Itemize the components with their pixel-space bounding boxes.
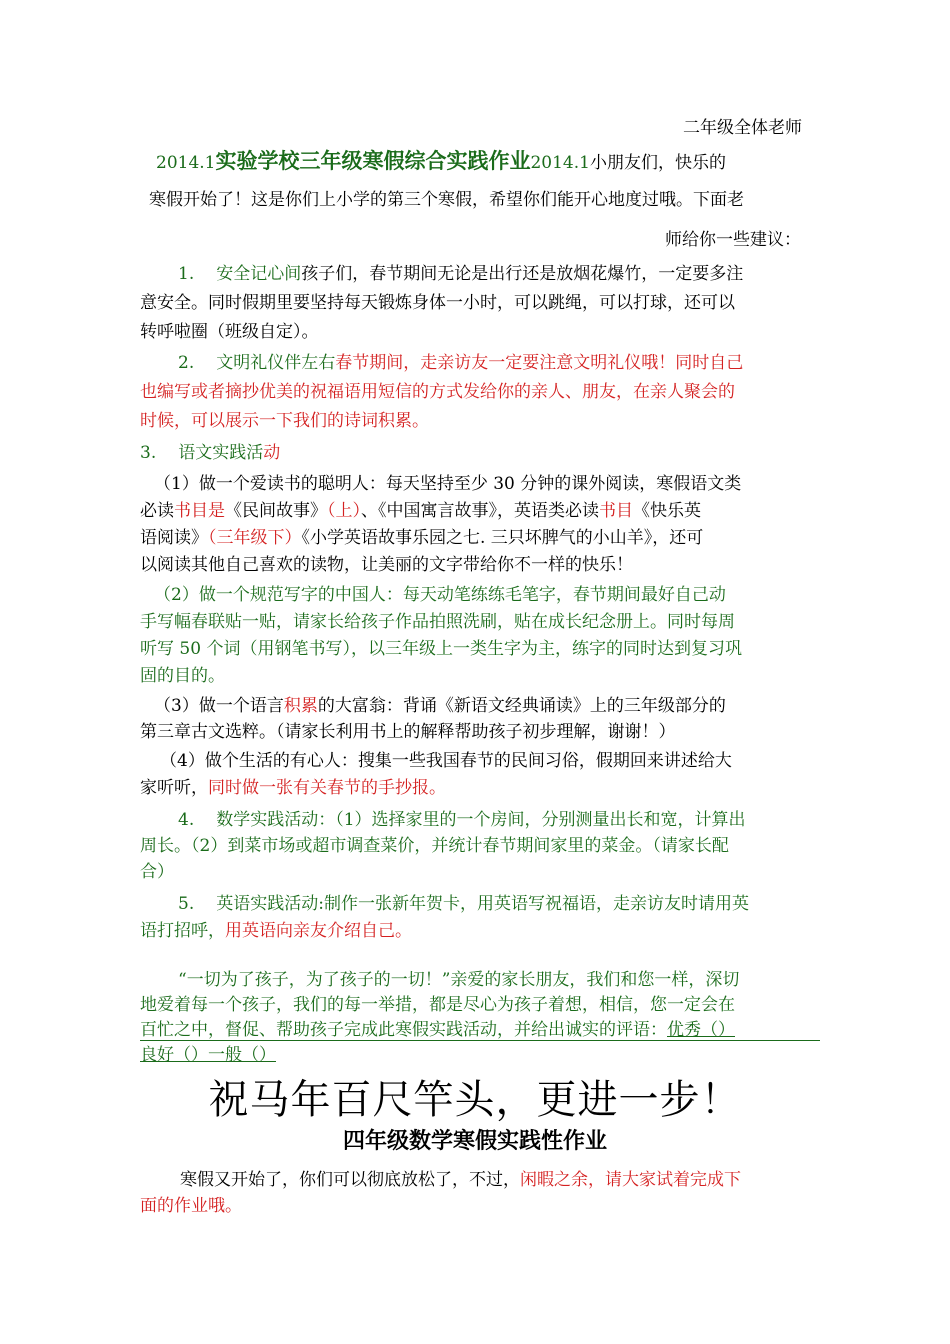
section-3-number: 3. [140,443,157,463]
section-4-number: 4. [178,810,195,830]
section-3-heading [140,442,280,464]
closing-line-2: 地爱着每一个孩子，我们的每一举措，都是尽心为孩子着想，相信，您一定会在 [140,995,735,1015]
date-suffix: 2014.1 [530,153,590,173]
intro-text-2: 寒假开始了！这是你们上小学的第三个寒假，希望你们能开心地度过哦。下面老 [149,190,744,210]
reading-line-4: 以阅读其他自己喜欢的读物，让美丽的文字带给你不一样的快乐！ [140,555,633,575]
section-1-title: 安全记心间 [216,264,302,284]
language-text: （3）做一个语言 [154,696,284,716]
rating-good-average: 良好（）一般（） [140,1045,276,1065]
closing-line-1: “一切为了孩子，为了孩子的一切！”亲爱的家长朋友，我们和您一样，深切 [178,970,740,990]
life-line-1: （4）做个生活的有心人：搜集一些我国春节的民间习俗，假期回来讲述给大 [160,751,732,771]
section-1-line-1 [178,263,743,285]
closing-line-3 [140,1019,735,1041]
intro-text-3: 师给你一些建议： [665,230,801,250]
document-title: 实验学校三年级寒假综合实践作业 [215,149,531,173]
reading-text: 书目 [599,501,633,521]
intro-text-1: 小朋友们，快乐的 [589,153,726,173]
new-year-motto: 祝马年百尺竿头，更进一步！ [208,1077,742,1123]
life-line-2 [140,777,446,799]
section-2-line-3: 时候，可以展示一下我们的诗词积累。 [140,411,429,431]
section-3-title-a: 语文实践活 [178,443,264,463]
section-5-text: 英语实践活动:制作一张新年贺卡，用英语写祝福语，走亲访友时请用英 [216,894,749,914]
title-line [156,146,726,178]
grade4-line-1 [180,1169,741,1191]
section-4-line-1 [178,809,746,831]
section-1-line-2: 意安全。同时假期里要坚持每天锻炼身体一小时，可以跳绳，可以打球，还可以 [140,293,735,313]
section-5-line-1 [178,893,749,915]
section-4-line-2: 周长。（2）到菜市场或超市调查菜价，并统计春节期间家里的菜金。（请家长配 [140,836,729,856]
teachers-signature: 二年级全体老师 [683,118,802,138]
reading-text: 语阅读》 [140,528,208,548]
reading-text: 《快乐英 [633,501,701,521]
grade4-title: 四年级数学寒假实践性作业 [342,1129,607,1154]
life-text: 同时做一张有关春节的手抄报。 [208,778,446,798]
reading-text: 、《中国寓言故事》，英语类必读 [361,501,599,521]
section-4-line-3: 合） [140,862,174,882]
reading-line-1: （1）做一个爱读书的聪明人：每天坚持至少 30 分钟的课外阅读，寒假语文类 [154,474,742,494]
section-5-text: 用英语向亲友介绍自己。 [225,921,412,941]
section-2-title: 文明礼仪伴左右 [216,353,336,373]
reading-text: （上） [327,501,361,521]
section-1-line-3: 转呼啦圈（班级自定）。 [140,322,319,342]
reading-text: 《小学英语故事乐园之七. 三只坏脾气的小山羊》，还可 [301,528,704,548]
section-1-text: 孩子们，春节期间无论是出行还是放烟花爆竹，一定要多注 [301,264,744,284]
rating-excellent: 优秀（） [667,1020,735,1040]
closing-text: 百忙之中，督促、帮助孩子完成此寒假实践活动，并给出诚实的评语： [140,1020,667,1040]
section-5-text: 语打招呼， [140,921,225,941]
writing-line-4: 固的目的。 [140,666,225,686]
grade4-text: 寒假又开始了，你们可以彻底放松了，不过， [180,1170,520,1190]
section-2-line-1 [178,352,743,374]
section-2-text: 春节期间，走亲访友一定要注意文明礼仪哦！同时自己 [335,353,744,373]
language-line-2: 第三章古文选粹。（请家长利用书上的解释帮助孩子初步理解，谢谢！） [140,722,676,742]
reading-line-2 [140,500,701,522]
section-1-number: 1. [178,264,195,284]
reading-text: 《民间故事》 [225,501,327,521]
grade4-text: 闲暇之余，请大家试着完成下 [520,1170,741,1190]
reading-line-3 [140,527,703,549]
life-text: 家听听， [140,778,208,798]
reading-text: 书目是 [174,501,225,521]
section-5-number: 5. [178,894,195,914]
writing-line-3: 听写 50 个词（用钢笔书写），以三年级上一类生字为主，练字的同时达到复习巩 [140,639,742,659]
section-2-number: 2. [178,353,195,373]
writing-line-1: （2）做一个规范写字的中国人：每天动笔练练毛笔字，春节期间最好自己动 [154,585,726,605]
reading-text: 必读 [140,501,174,521]
date-prefix: 2014.1 [156,153,216,173]
underline-rule [140,1040,820,1041]
reading-text: （三年级下） [208,528,302,548]
section-5-line-2 [140,920,412,942]
language-line-1 [154,695,726,717]
grade4-line-2: 面的作业哦。 [140,1196,242,1216]
language-text: 积累 [283,696,318,716]
section-3-title-b: 动 [263,443,281,463]
writing-line-2: 手写幅春联贴一贴，请家长给孩子作品拍照洗刷，贴在成长纪念册上。同时每周 [140,612,735,632]
section-4-text: 数学实践活动：（1）选择家里的一个房间，分别测量出长和宽，计算出 [216,810,746,830]
section-2-line-2: 也编写或者摘抄优美的祝福语用短信的方式发给你的亲人、朋友，在亲人聚会的 [140,382,735,402]
language-text: 的大富翁：背诵《新语文经典诵读》上的三年级部分的 [317,696,726,716]
